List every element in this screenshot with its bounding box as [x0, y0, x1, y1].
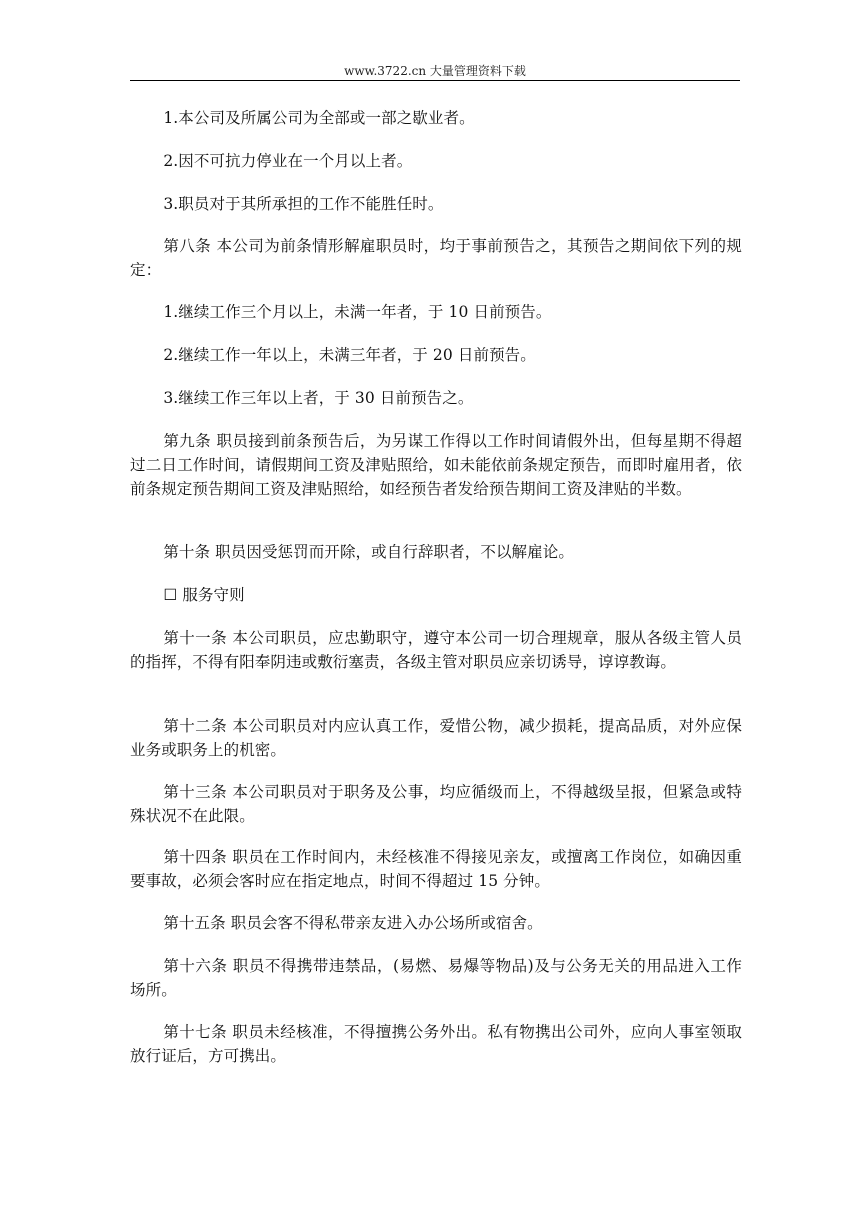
- list-item-3: 3.职员对于其所承担的工作不能胜任时。: [163, 195, 444, 213]
- article-8-item-1: 1.继续工作三个月以上，未满一年者，于 10 日前预告。: [163, 303, 552, 321]
- article-10: 第十条 职员因受惩罚而开除，或自行辞职者，不以解雇论。: [163, 543, 574, 561]
- list-item-1: 1.本公司及所属公司为全部或一部之歇业者。: [163, 109, 475, 127]
- article-12: 第十二条 本公司职员对内应认真工作，爱惜公物，减少损耗，提高品质，对外应保业务或职务上的机密。: [130, 717, 742, 759]
- article-14: 第十四条 职员在工作时间内，未经核准不得接见亲友，或擅离工作岗位，如确因重要事故，必须会客时应在指定地点，时间不得超过 15 分钟。: [130, 848, 742, 890]
- article-8: 第八条 本公司为前条情形解雇职员时，均于事前预告之，其预告之期间依下列的规定：: [130, 237, 742, 279]
- page-header: www.3722.cn 大量管理资料下载: [344, 64, 526, 78]
- section-heading-service-rules: ☐ 服务守则: [163, 586, 245, 604]
- header-divider: [130, 80, 740, 81]
- article-8-item-3: 3.继续工作三年以上者，于 30 日前预告之。: [163, 389, 474, 407]
- article-16: 第十六条 职员不得携带违禁品，(易燃、易爆等物品)及与公务无关的用品进入工作场所。: [130, 957, 742, 999]
- article-13: 第十三条 本公司职员对于职务及公事，均应循级而上，不得越级呈报，但紧急或特殊状况不在此限。: [130, 783, 742, 825]
- list-item-2: 2.因不可抗力停业在一个月以上者。: [163, 152, 413, 170]
- article-11: 第十一条 本公司职员，应忠勤职守，遵守本公司一切合理规章，服从各级主管人员的指挥，不得有阳奉阴违或敷衍塞责，各级主管对职员应亲切诱导，谆谆教诲。: [130, 629, 742, 671]
- article-15: 第十五条 职员会客不得私带亲友进入办公场所或宿舍。: [163, 914, 543, 932]
- article-9: 第九条 职员接到前条预告后，为另谋工作得以工作时间请假外出，但每星期不得超过二日工作时间，请假期间工资及津贴照给，如未能依前条规定预告，而即时雇用者，依前条规定预告期间工资及津贴照给，如经预告者发给预告期间工资及津贴的半数。: [130, 432, 742, 498]
- article-8-item-2: 2.继续工作一年以上，未满三年者，于 20 日前预告。: [163, 346, 536, 364]
- article-17: 第十七条 职员未经核准，不得擅携公务外出。私有物携出公司外，应向人事室领取放行证后，方可携出。: [130, 1023, 742, 1065]
